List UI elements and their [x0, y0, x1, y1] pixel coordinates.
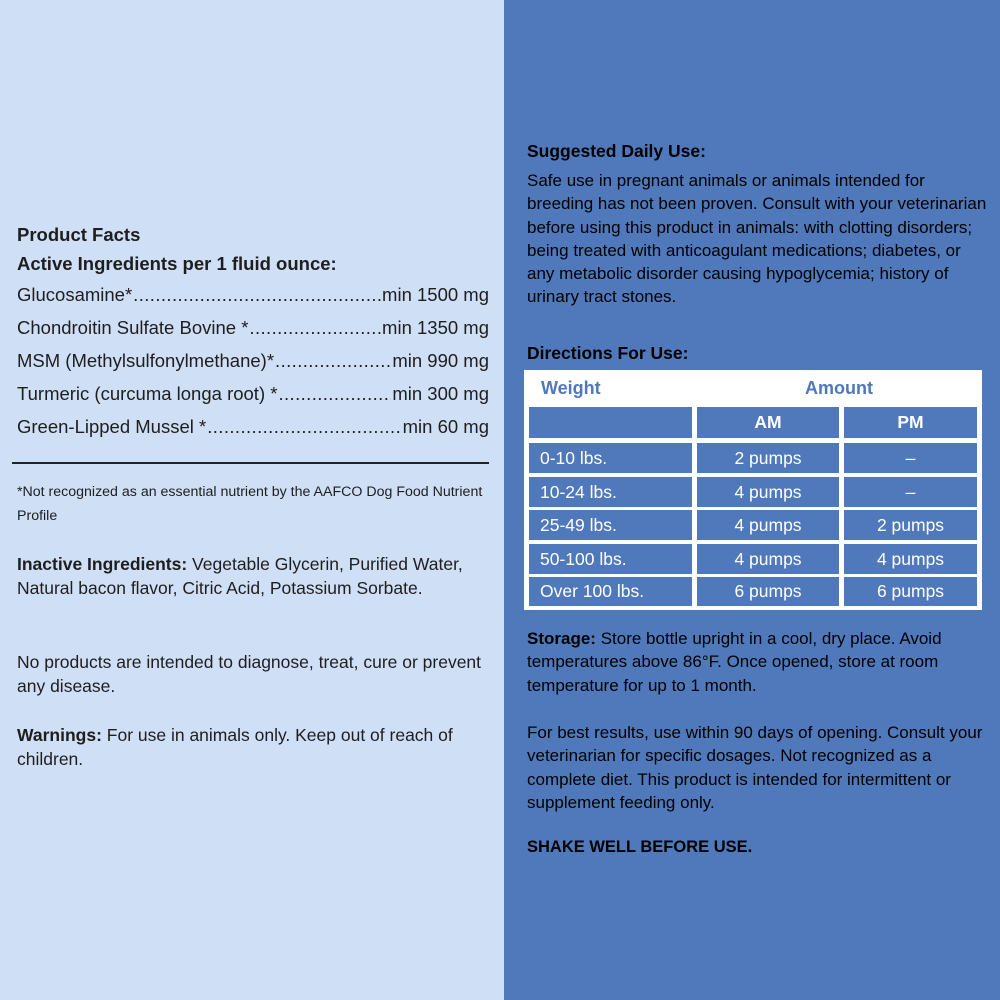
product-facts-title: Product Facts [17, 224, 141, 245]
ingredient-row [17, 317, 489, 339]
inactive-ingredients-text: Vegetable Glycerin, Purified Water, Natural bacon flavor, Citric Acid, Potassium Sorbate. [17, 554, 463, 598]
ingredient-amount: min 1500 mg [382, 284, 489, 305]
am-cell: 4 pumps [697, 510, 839, 540]
pm-cell: 4 pumps [844, 544, 977, 574]
ingredient-name: Green-Lipped Mussel * [17, 416, 207, 437]
disclaimer: No products are intended to diagnose, treat, cure or prevent any disease. [17, 652, 482, 696]
leader-dots [249, 317, 381, 339]
ingredient-row [17, 350, 489, 372]
ingredient-row [17, 383, 489, 405]
directions-heading: Directions For Use: [527, 343, 689, 363]
storage-label: Storage: [527, 629, 596, 648]
leader-dots [133, 284, 381, 306]
am-cell: 2 pumps [697, 443, 839, 473]
ingredient-row [17, 416, 489, 438]
header-spacer-cell [529, 407, 692, 438]
leader-dots [207, 416, 401, 438]
inactive-ingredients [17, 552, 492, 600]
aafco-footnote: *Not recognized as an essential nutrient by the AAFCO Dog Food Nutrient Profile [17, 484, 483, 524]
pm-column-header: PM [844, 407, 977, 438]
ingredient-row [17, 284, 489, 306]
ingredient-amount: min 300 mg [392, 383, 489, 404]
daily-use-text: Safe use in pregnant animals or animals intended for breeding has not been proven. Consult with your veterinarian before using this product in animals: with clotting disorders; being treated with anticoagulant medications; diabetes, or any metabolic disorder causing hypoglycemia; history of urinary tract stones. [527, 171, 987, 307]
ingredient-amount: min 1350 mg [382, 317, 489, 338]
am-cell: 4 pumps [697, 477, 839, 507]
amount-column-header: Amount [805, 378, 873, 398]
inactive-ingredients-label: Inactive Ingredients: [17, 554, 188, 574]
warnings-label: Warnings: [17, 725, 102, 745]
am-cell: 6 pumps [697, 577, 839, 606]
pm-cell: – [844, 477, 977, 507]
storage-instructions [527, 627, 989, 697]
pm-cell: – [844, 443, 977, 473]
warnings [17, 723, 492, 771]
weight-cell: Over 100 lbs. [529, 577, 692, 606]
pm-cell: 6 pumps [844, 577, 977, 606]
weight-cell: 10-24 lbs. [529, 477, 692, 507]
leader-dots [275, 350, 391, 372]
ingredient-name: Glucosamine* [17, 284, 133, 305]
weight-cell: 50-100 lbs. [529, 544, 692, 574]
ingredient-amount: min 990 mg [392, 350, 489, 371]
am-cell: 4 pumps [697, 544, 839, 574]
divider [12, 462, 489, 464]
dosage-table [524, 370, 982, 610]
pm-cell: 2 pumps [844, 510, 977, 540]
ingredient-name: MSM (Methylsulfonylmethane)* [17, 350, 275, 371]
weight-cell: 25-49 lbs. [529, 510, 692, 540]
daily-use-heading: Suggested Daily Use: [527, 141, 706, 161]
weight-column-header: Weight [541, 378, 601, 398]
best-results-text: For best results, use within 90 days of opening. Consult your veterinarian for specific dosages. Not recognized as a complete diet. This product is intended for intermittent or supplement feeding only. [527, 723, 983, 812]
ingredient-name: Turmeric (curcuma longa root) * [17, 383, 278, 404]
warnings-text: For use in animals only. Keep out of reach of children. [17, 725, 453, 769]
leader-dots [278, 383, 391, 405]
shake-well-notice: SHAKE WELL BEFORE USE. [527, 838, 753, 856]
ingredient-name: Chondroitin Sulfate Bovine * [17, 317, 249, 338]
storage-text: Store bottle upright in a cool, dry place. Avoid temperatures above 86°F. Once opened, store at room temperature for up to 1 month. [527, 629, 942, 695]
active-ingredients-heading: Active Ingredients per 1 fluid ounce: [17, 253, 337, 274]
weight-cell: 0-10 lbs. [529, 443, 692, 473]
am-column-header: AM [697, 407, 839, 438]
ingredient-amount: min 60 mg [402, 416, 489, 437]
